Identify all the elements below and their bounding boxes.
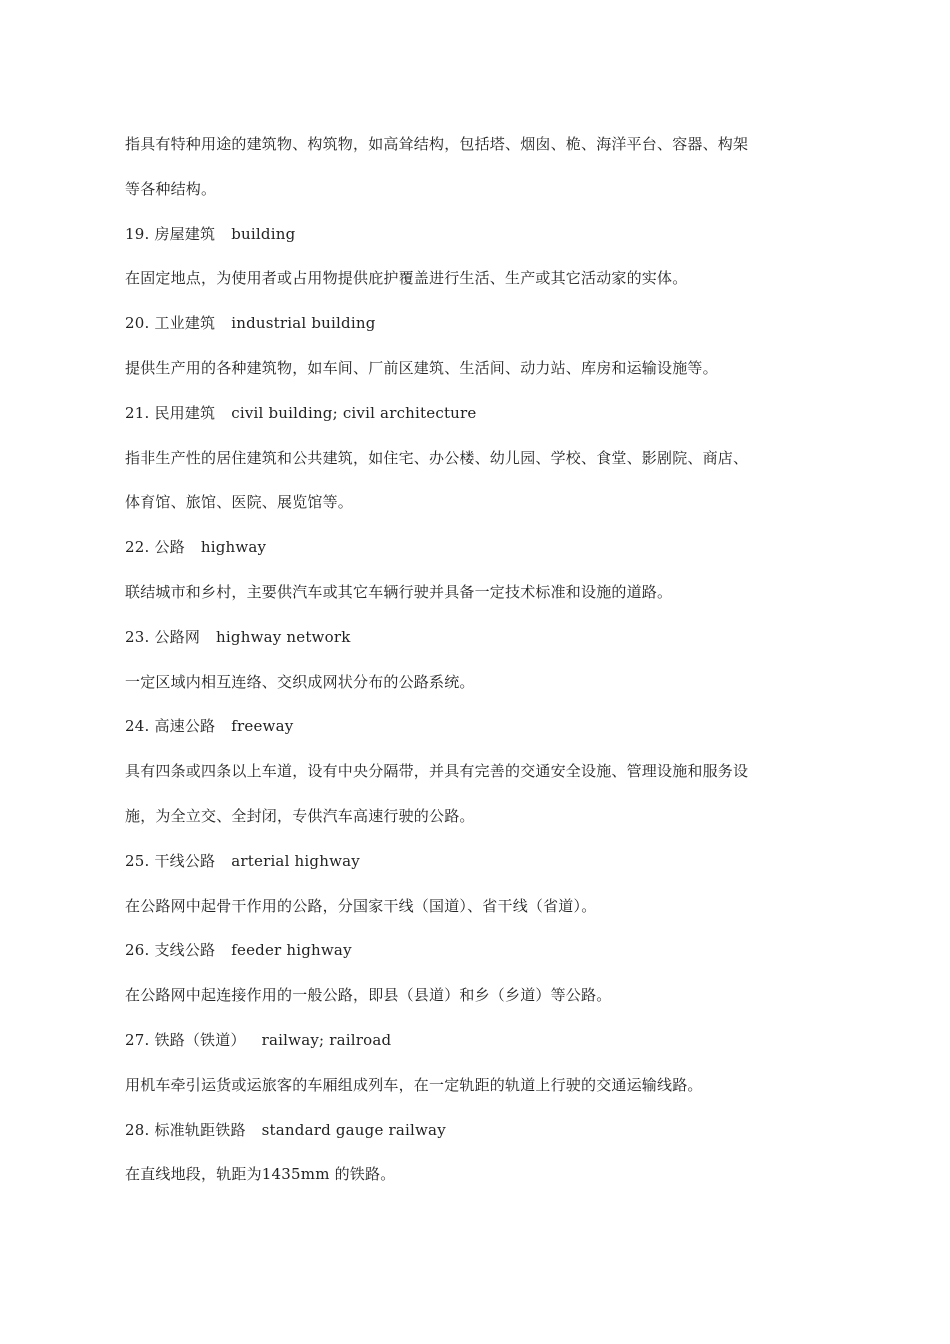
term-definition: 具有四条或四条以上车道，设有中央分隔带，并具有完善的交通安全设施、管理设施和服务设 bbox=[125, 762, 749, 781]
term-number: 26. bbox=[125, 941, 150, 960]
term-heading bbox=[125, 1108, 830, 1153]
term-chinese: 民用建筑 bbox=[154, 403, 216, 422]
term-heading bbox=[125, 839, 830, 884]
term-number: 22. bbox=[125, 538, 150, 557]
term-heading bbox=[125, 525, 830, 570]
term-english: freeway bbox=[231, 717, 294, 736]
term-definition: 在公路网中起连接作用的一般公路，即县（县道）和乡（乡道）等公路。 bbox=[125, 986, 612, 1005]
term-definition: 在固定地点，为使用者或占用物提供庇护覆盖进行生活、生产或其它活动家的实体。 bbox=[125, 269, 688, 288]
term-definition: 在公路网中起骨干作用的公路，分国家干线（国道）、省干线（省道）。 bbox=[125, 896, 597, 915]
term-chinese: 铁路（铁道） bbox=[154, 1030, 246, 1049]
term-heading bbox=[125, 391, 830, 436]
term-definition: 联结城市和乡村，主要供汽车或其它车辆行驶并具备一定技术标准和设施的道路。 bbox=[125, 582, 673, 601]
term-english: highway bbox=[200, 538, 267, 557]
term-chinese: 高速公路 bbox=[154, 717, 216, 736]
term-definition: 提供生产用的各种建筑物，如车间、厂前区建筑、生活间、动力站、库房和运输设施等。 bbox=[125, 358, 718, 377]
term-heading bbox=[125, 615, 830, 660]
term-chinese: 公路网 bbox=[154, 627, 201, 646]
term-english: civil building; civil architecture bbox=[231, 403, 477, 422]
term-chinese: 公路 bbox=[154, 538, 185, 557]
term-heading bbox=[125, 928, 830, 973]
term-number: 28. bbox=[125, 1120, 150, 1139]
term-definition: 指非生产性的居住建筑和公共建筑，如住宅、办公楼、幼儿园、学校、食堂、影剧院、商店、 bbox=[125, 448, 749, 467]
term-english: building bbox=[231, 224, 296, 243]
term-definition: 在直线地段，轨距为1435mm 的铁路。 bbox=[125, 1165, 396, 1184]
term-number: 21. bbox=[125, 403, 150, 422]
document-page bbox=[125, 122, 830, 1197]
term-heading bbox=[125, 704, 830, 749]
term-heading bbox=[125, 1018, 830, 1063]
term-definition: 一定区域内相互连络、交织成网状分布的公路系统。 bbox=[125, 672, 475, 691]
term-definition: 施，为全立交、全封闭，专供汽车高速行驶的公路。 bbox=[125, 806, 475, 825]
term-english: arterial highway bbox=[231, 851, 360, 870]
term-english: standard gauge railway bbox=[261, 1120, 446, 1139]
term-english: highway network bbox=[216, 627, 351, 646]
term-chinese: 支线公路 bbox=[154, 941, 216, 960]
term-definition: 用机车牵引运货或运旅客的车厢组成列车，在一定轨距的轨道上行驶的交通运输线路。 bbox=[125, 1075, 703, 1094]
term-english: railway; railroad bbox=[261, 1030, 392, 1049]
term-heading bbox=[125, 212, 830, 257]
term-chinese: 工业建筑 bbox=[154, 314, 216, 333]
term-number: 20. bbox=[125, 314, 150, 333]
term-number: 23. bbox=[125, 627, 150, 646]
term-english: industrial building bbox=[231, 314, 376, 333]
term-definition: 体育馆、旅馆、医院、展览馆等。 bbox=[125, 493, 354, 512]
term-chinese: 房屋建筑 bbox=[154, 224, 216, 243]
term-chinese: 标准轨距铁路 bbox=[154, 1120, 246, 1139]
term-number: 24. bbox=[125, 717, 150, 736]
term-english: feeder highway bbox=[231, 941, 352, 960]
term-chinese: 干线公路 bbox=[154, 851, 216, 870]
term-number: 27. bbox=[125, 1030, 150, 1049]
intro-line: 等各种结构。 bbox=[125, 179, 217, 198]
term-number: 25. bbox=[125, 851, 150, 870]
term-number: 19. bbox=[125, 224, 150, 243]
intro-line: 指具有特种用途的建筑物、构筑物，如高耸结构，包括塔、烟囱、桅、海洋平台、容器、构架 bbox=[125, 135, 749, 153]
term-heading bbox=[125, 301, 830, 346]
